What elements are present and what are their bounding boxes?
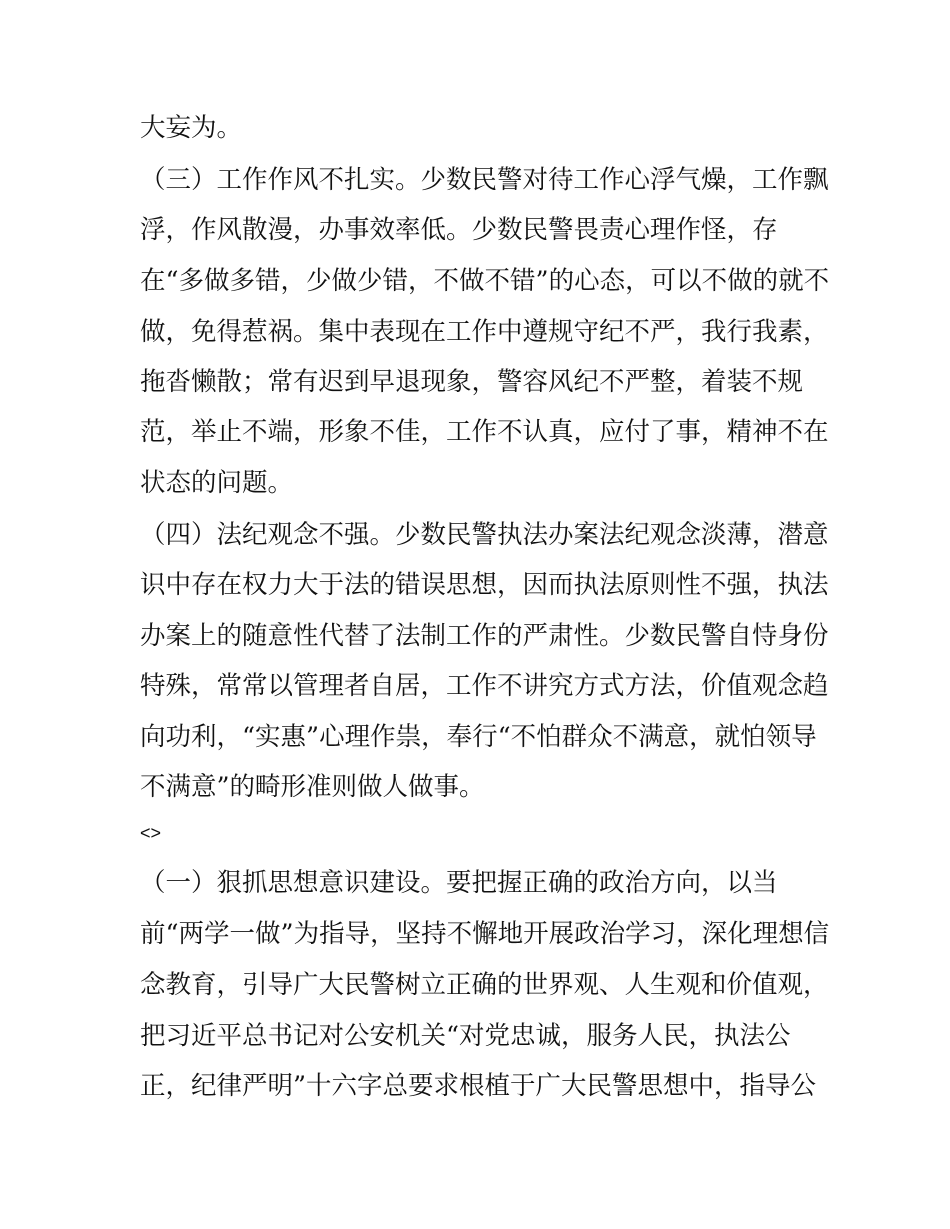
text-line: 向功利，“实惠”心理作祟，奉行“不怕群众不满意，就怕领导 — [140, 722, 817, 752]
text-line: 前“两学一做”为指导，坚持不懈地开展政治学习，深化理想信 — [140, 919, 830, 949]
text-line: （三）工作作风不扎实。少数民警对待工作心浮气燥，工作飘 — [140, 165, 829, 195]
text-line: 范，举止不端，形象不佳，工作不认真，应付了事，精神不在 — [140, 417, 829, 447]
text-line: （一）狠抓思想意识建设。要把握正确的政治方向，以当 — [140, 868, 778, 898]
text-line: 做，免得惹祸。集中表现在工作中遵规守纪不严，我行我素， — [140, 317, 829, 347]
text-line: 不满意”的畸形准则做人做事。 — [140, 772, 485, 802]
text-line: 大妄为。 — [140, 113, 243, 143]
text-line: 把习近平总书记对公安机关“对党忠诚，服务人民，执法公 — [140, 1021, 791, 1051]
text-line: 状态的问题。 — [140, 468, 294, 498]
text-line: 念教育，引导广大民警树立正确的世界观、人生观和价值观， — [140, 970, 829, 1000]
text-line: 在“多做多错，少做少错，不做不错”的心态，可以不做的就不 — [140, 266, 830, 296]
text-line: 识中存在权力大于法的错误思想，因而执法原则性不强，执法 — [140, 570, 829, 600]
placeholder-marker: <> — [140, 823, 162, 843]
text-line: 正，纪律严明”十六字总要求根植于广大民警思想中，指导公 — [140, 1071, 817, 1101]
text-line: 浮，作风散漫，办事效率低。少数民警畏责心理作怪，存 — [140, 215, 778, 245]
text-line: 拖沓懒散；常有迟到早退现象，警容风纪不严整，着装不规 — [140, 367, 804, 397]
text-line: 办案上的随意性代替了法制工作的严肃性。少数民警自恃身份 — [140, 621, 829, 651]
text-line: （四）法纪观念不强。少数民警执法办案法纪观念淡薄，潜意 — [140, 520, 829, 550]
text-line: 特殊，常常以管理者自居，工作不讲究方式方法，价值观念趋 — [140, 671, 829, 701]
